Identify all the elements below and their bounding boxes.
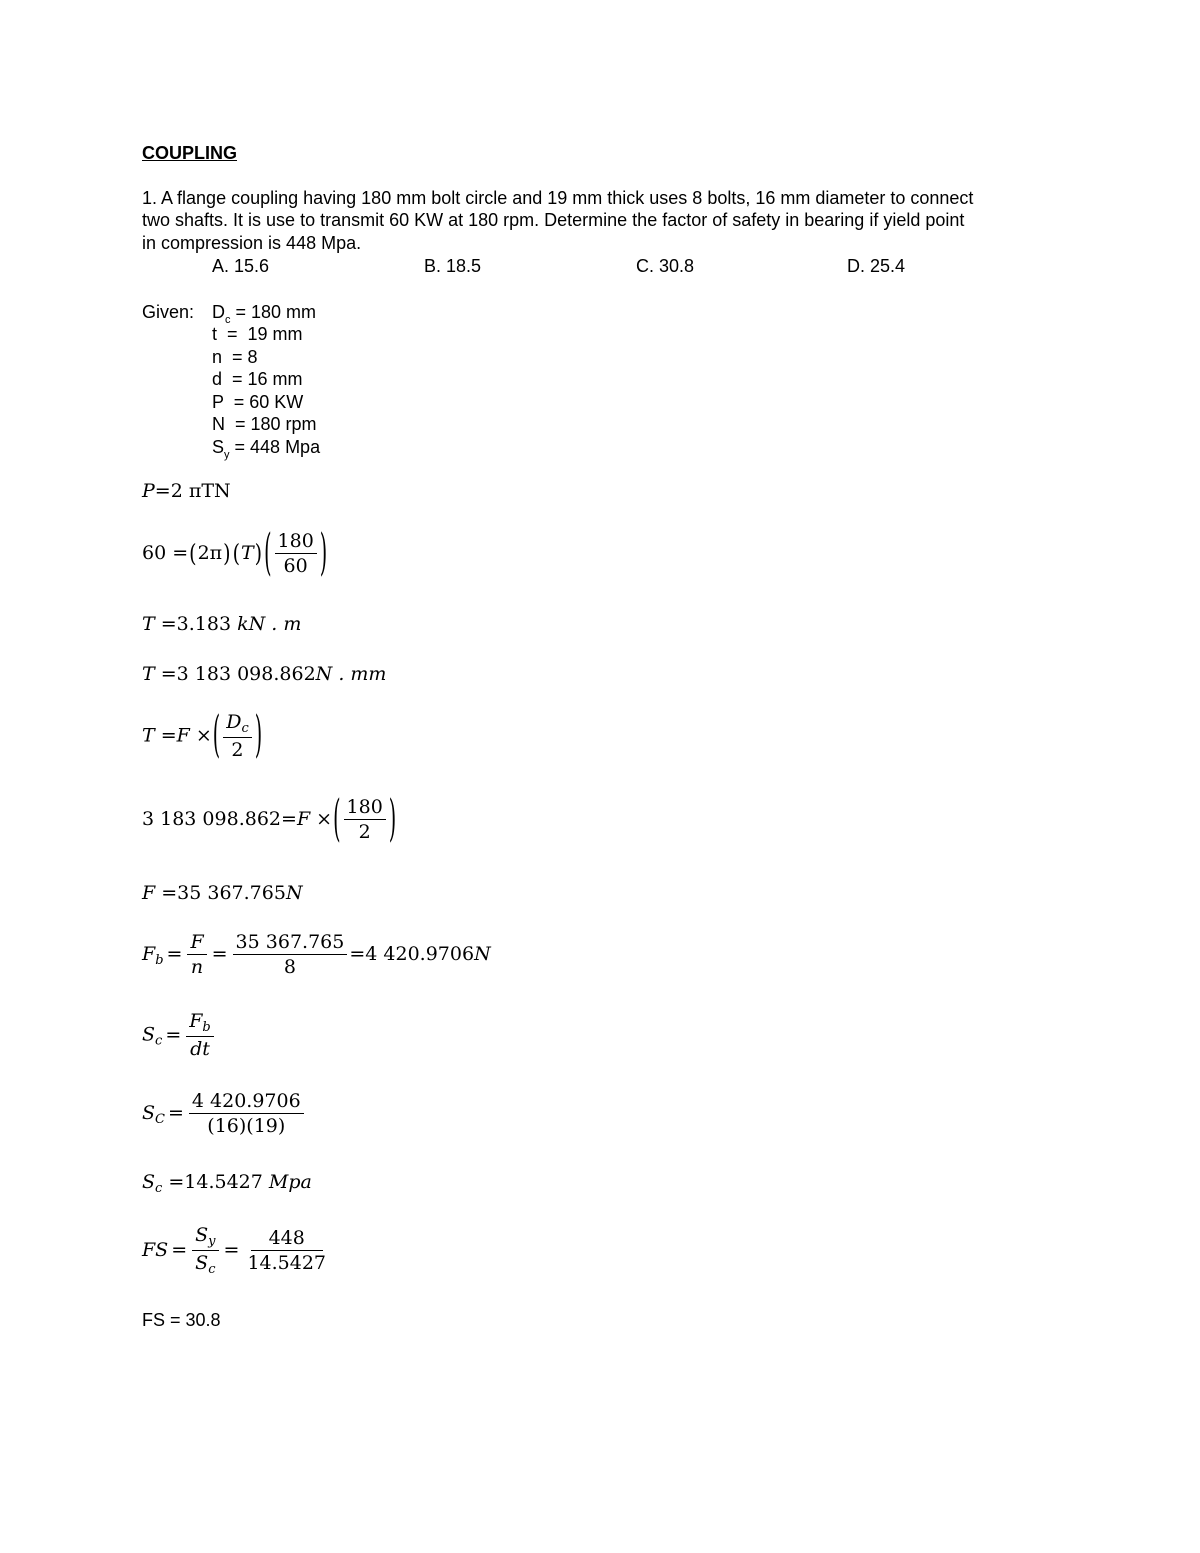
equation-factor-of-safety: FS = $\frac{S_y}{S_c}$ = $\frac{448}{14.5427}$ <box>142 1224 327 1277</box>
choice-d: D. 25.4 <box>847 256 906 276</box>
equation-torque-nmm: T =3 183 098.862N . mm <box>142 663 387 685</box>
equation-force-substituted: 3 183 098.862=F ×( $\frac{180}{2}$ ) <box>142 790 397 848</box>
equation-force-result: F =35 367.765N <box>142 882 303 904</box>
choice-b: B. 18.5 <box>424 256 482 276</box>
equation-bolt-force: $F_b$ = $\frac{F}{n}$ = $\frac{35 367.765}{8}$ =4 420.9706N <box>142 931 491 978</box>
given-line-rpm: N = 180 rpm <box>212 414 317 434</box>
problem-line-1: 1. A flange coupling having 180 mm bolt circle and 19 mm thick uses 8 bolts, 16 mm diameter to connect <box>142 188 974 208</box>
equation-compressive-stress: $S_c$ = $\frac{F_b}{dt}$ <box>142 1012 216 1059</box>
document-title: COUPLING <box>142 143 238 163</box>
given-line-dc: $D_c = 180$ mm <box>212 302 317 326</box>
given-line-t: t = 19 mm <box>212 324 303 344</box>
given-label: Given: <box>142 302 195 322</box>
given-line-n: n = 8 <box>212 347 258 367</box>
given-line-p: P = 60 KW <box>212 392 304 412</box>
choice-a: A. 15.6 <box>212 256 270 276</box>
equation-power: P=2 πTN <box>142 480 231 502</box>
problem-line-3: in compression is 448 Mpa. <box>142 233 362 253</box>
equation-torque-kn: T =3.183 kN . m <box>142 613 302 635</box>
equation-stress-substituted: $S_C$ = $\frac{4 420.9706}{(16)(19)}$ <box>142 1092 306 1136</box>
equation-stress-result: $S_c =14.5427$ Mpa <box>142 1171 312 1196</box>
final-answer: FS = 30.8 <box>142 1310 221 1330</box>
problem-line-2: two shafts. It is use to transmit 60 KW at 180 rpm. Determine the factor of safety in bearing if yield point <box>142 210 965 230</box>
choice-c: C. 30.8 <box>636 256 695 276</box>
equation-torque-force: T =F ×( $\frac{D_c}{2}$ ) <box>142 706 263 764</box>
given-line-d: d = 16 mm <box>212 369 303 389</box>
equation-power-substituted: 60 =(2π) (T) ( $\frac{180}{60}$ ) <box>142 524 328 582</box>
given-line-sy: $S_y = 448$ Mpa <box>212 437 321 461</box>
